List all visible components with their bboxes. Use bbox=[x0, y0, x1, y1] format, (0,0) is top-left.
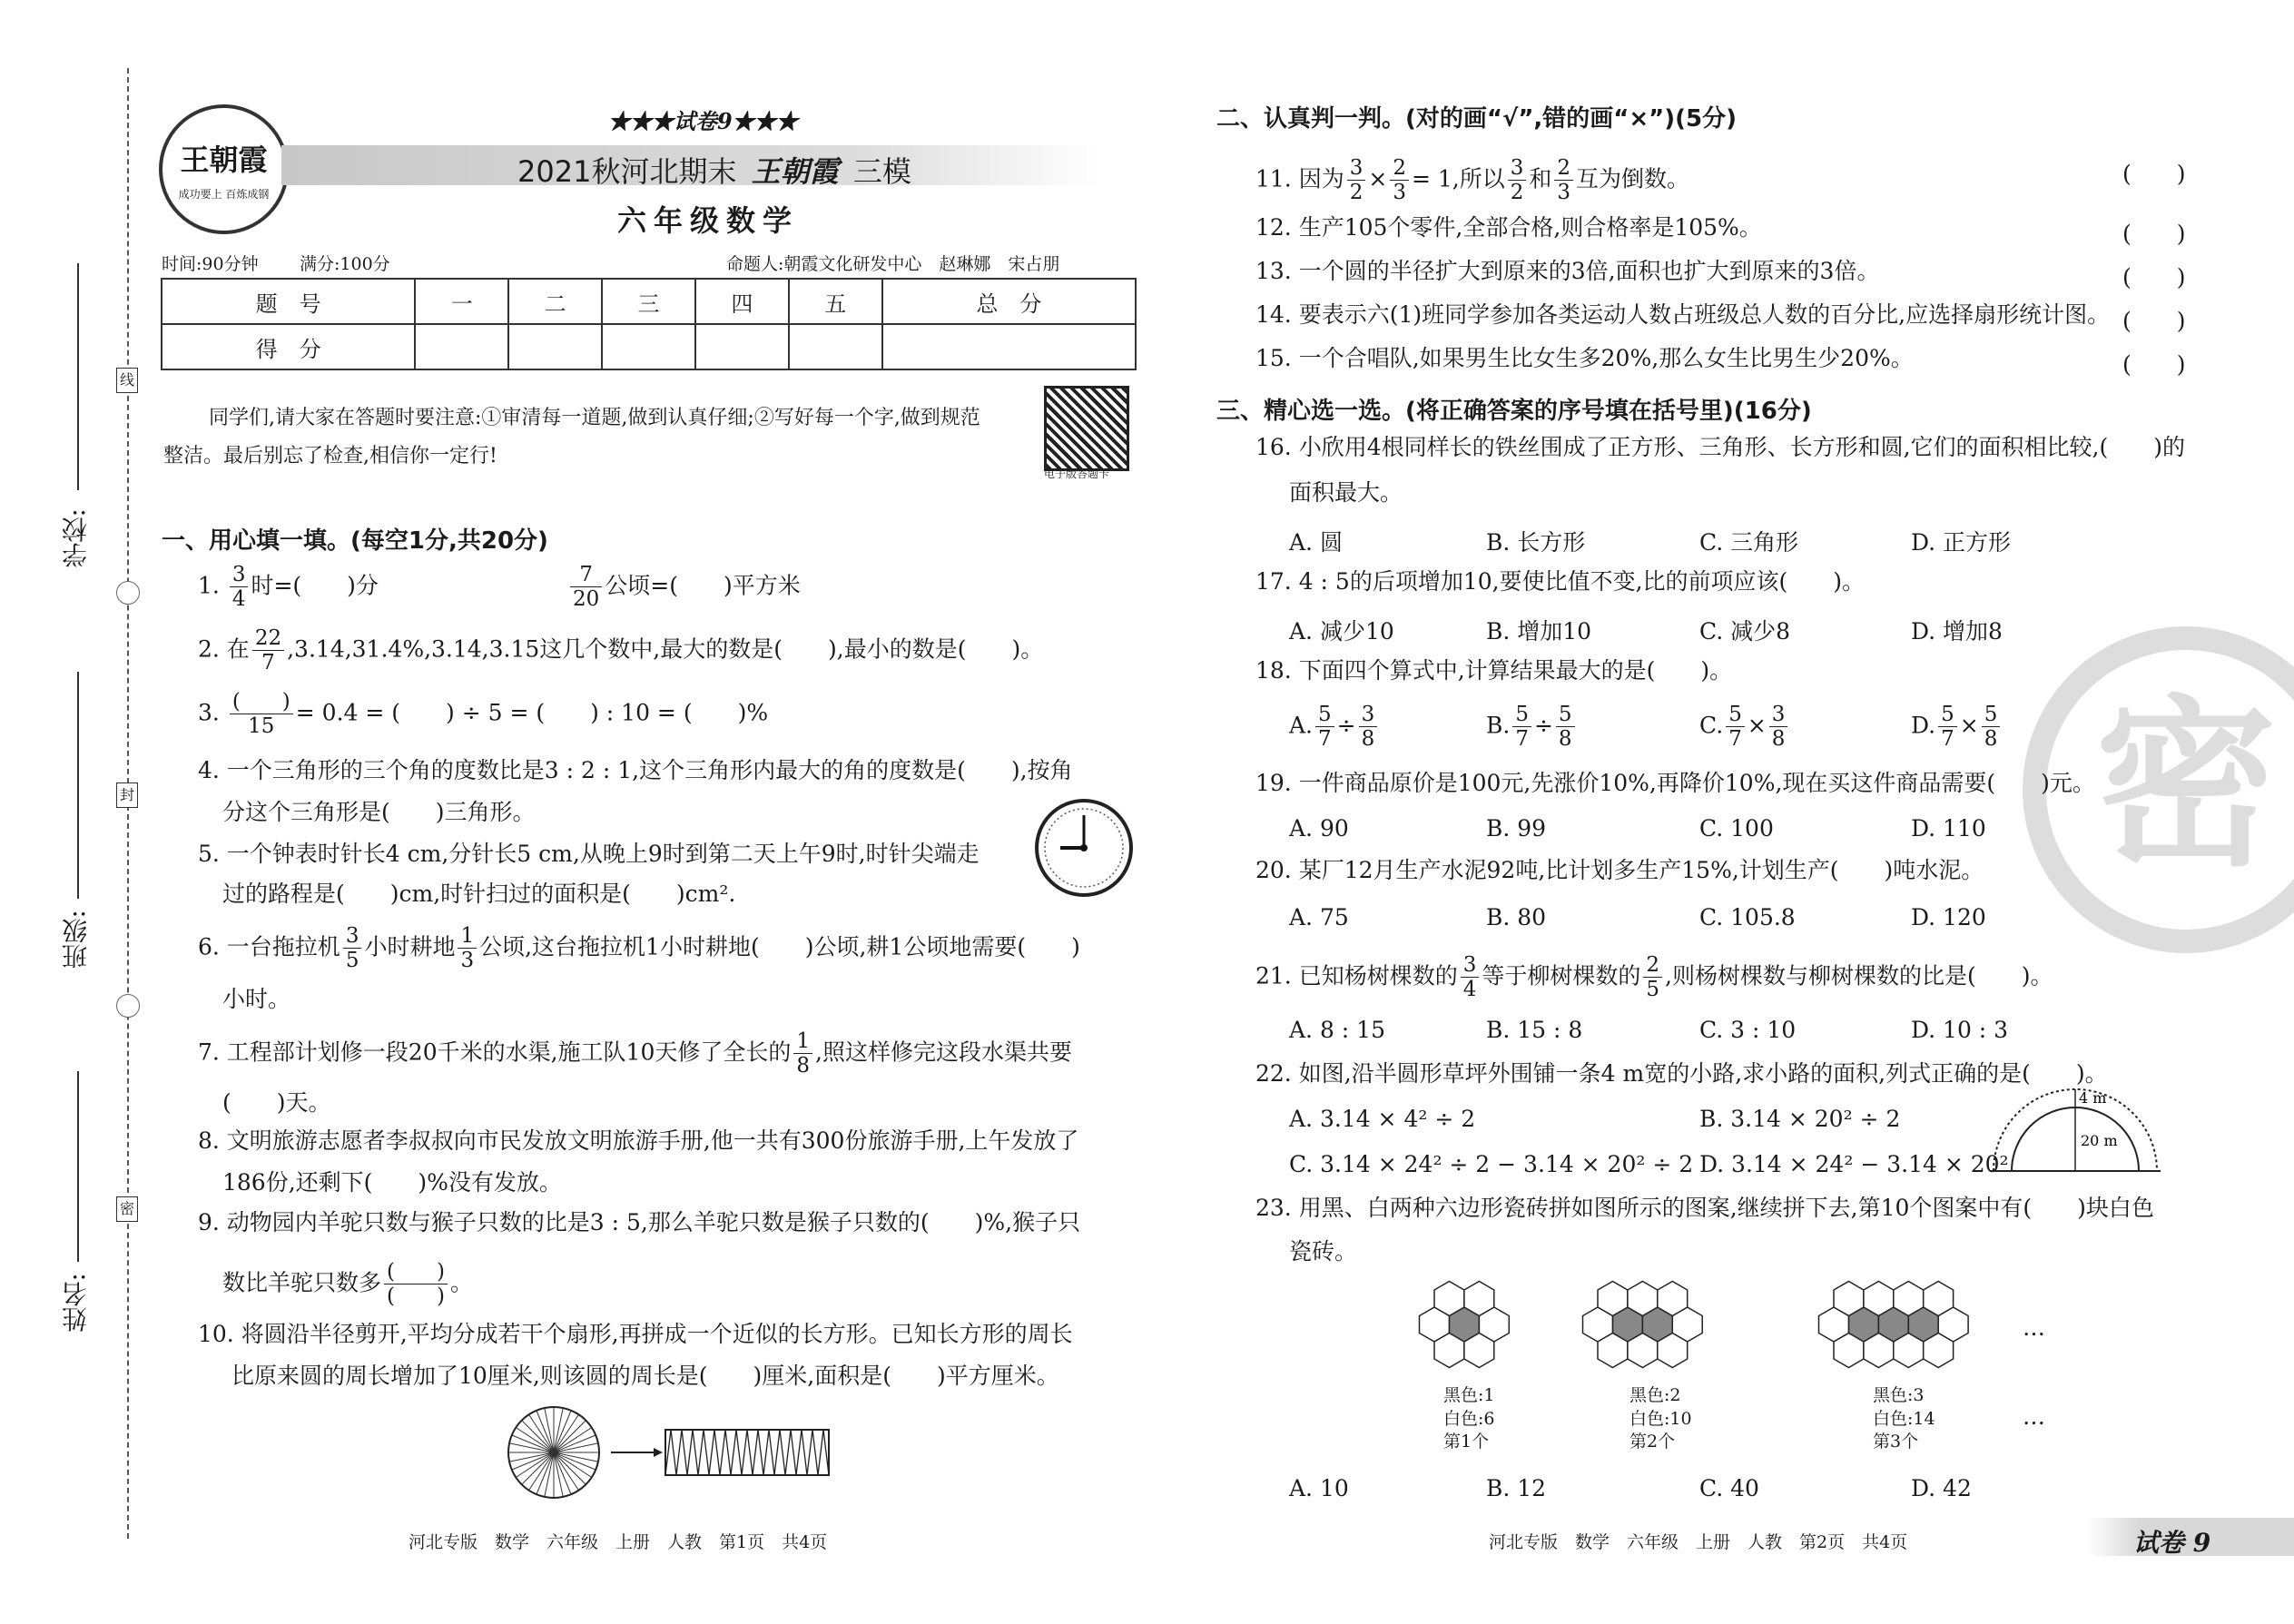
option[interactable]: C. $\frac{5}{7}$ × $\frac{3}{8}$ bbox=[1699, 703, 1790, 752]
q20: 20. 某厂12月生产水泥92吨,比计划多生产15%,计划生产( )吨水泥。 bbox=[1255, 857, 1984, 883]
q15: 15. 一个合唱队,如果男生比女生多20%,那么女生比男生少20%。 bbox=[1255, 345, 1914, 371]
option[interactable]: D. 3.14 × 24² − 3.14 × 20² bbox=[1699, 1151, 2009, 1177]
answer-paren[interactable]: ( ) bbox=[2122, 264, 2186, 290]
binding-seal-label: 封 bbox=[116, 782, 138, 808]
q10-line2: 比原来圆的周长增加了10厘米,则该圆的周长是( )厘米,面积是( )平方厘米。 bbox=[231, 1363, 1059, 1389]
option[interactable]: D. 增加8 bbox=[1911, 618, 2003, 645]
q7-line1: 7. 工程部计划修一段20千米的水渠,施工队10天修了全长的 $\frac{1}{8}$ ,照这样修完这段水渠共要 bbox=[198, 1029, 1072, 1078]
option[interactable]: A. 10 bbox=[1289, 1475, 1349, 1501]
q2: 2. 在 $\frac{22}{7}$ ,3.14,31.4%,3.14̇,3.15这几个数中,最大的数是( ),最小的数是( )。 bbox=[198, 626, 1044, 675]
score-header-cell: 题 号 bbox=[162, 279, 415, 324]
option[interactable]: B. 15 : 8 bbox=[1486, 1017, 1583, 1043]
q16-line2: 面积最大。 bbox=[1289, 479, 1403, 506]
option[interactable]: B. 99 bbox=[1486, 815, 1547, 842]
q5-line2: 过的路程是( )cm,时针扫过的面积是( )cm². bbox=[222, 881, 736, 907]
q1: 1. $\frac{3}{4}$ 时=( )分 bbox=[198, 563, 379, 612]
title-brand: 王朝霞 bbox=[751, 154, 839, 189]
q23-caption-1: 黑色:1 白色:6 第1个 bbox=[1443, 1385, 1495, 1452]
answer-paren[interactable]: ( ) bbox=[2122, 351, 2186, 378]
option[interactable]: B. 3.14 × 20² ÷ 2 bbox=[1699, 1106, 1901, 1132]
option[interactable]: A. 减少10 bbox=[1289, 618, 1394, 645]
q23-line1: 23. 用黑、白两种六边形瓷砖拼如图所示的图案,继续拼下去,第10个图案中有( )块白色 bbox=[1255, 1195, 2154, 1221]
q23-caption-3: 黑色:3 白色:14 第3个 bbox=[1873, 1385, 1935, 1452]
brand-logo bbox=[159, 104, 289, 234]
option[interactable]: A. 75 bbox=[1289, 904, 1349, 930]
score-header-cell: 总 分 bbox=[882, 279, 1136, 324]
score-cell[interactable] bbox=[415, 324, 508, 369]
q12: 12. 生产105个零件,全部合格,则合格率是105%。 bbox=[1255, 214, 1762, 241]
footer-left: 河北专版 数学 六年级 上册 人教 第1页 共4页 bbox=[409, 1532, 828, 1552]
option[interactable]: C. 100 bbox=[1699, 815, 1774, 842]
score-header-cell: 五 bbox=[789, 279, 882, 324]
paper-title bbox=[517, 149, 911, 191]
option[interactable]: A. $\frac{5}{7}$ ÷ $\frac{3}{8}$ bbox=[1289, 703, 1380, 752]
q13: 13. 一个圆的半径扩大到原来的3倍,面积也扩大到原来的3倍。 bbox=[1255, 258, 1880, 284]
score-cell[interactable] bbox=[882, 324, 1136, 369]
q7-line2: ( )天。 bbox=[222, 1089, 331, 1116]
option[interactable]: D. 10 : 3 bbox=[1911, 1017, 2009, 1043]
answer-paren[interactable]: ( ) bbox=[2122, 221, 2186, 247]
class-field[interactable] bbox=[61, 672, 100, 969]
semicircle-path-figure bbox=[1986, 1085, 2168, 1176]
q22: 22. 如图,沿半圆形草坪外围铺一条4 m宽的小路,求小路的面积,列式正确的是( )。 bbox=[1255, 1060, 2108, 1087]
score-table bbox=[161, 278, 1137, 370]
q16-line1: 16. 小欣用4根同样长的铁丝围成了正方形、三角形、长方形和圆,它们的面积相比较,( )的 bbox=[1255, 434, 2186, 460]
exam-full-score: 满分:100分 bbox=[300, 254, 390, 274]
q11: 11. 因为 $\frac{3}{2}$ × $\frac{2}{3}$ = 1,所以 $\frac{3}{2}$ 和 $\frac{2}{3}$ 互为倒数。 bbox=[1255, 156, 1690, 205]
q9-line1: 9. 动物园内羊驼只数与猴子只数的比是3 : 5,那么羊驼只数是猴子只数的( )%,猴子只 bbox=[198, 1209, 1081, 1235]
q3: 3. $\frac{( )}{15}$ = 0.4 = ( ) ÷ 5 = ( ) : 10 = ( )% bbox=[198, 690, 769, 739]
answer-paren[interactable]: ( ) bbox=[2122, 308, 2186, 334]
q14: 14. 要表示六(1)班同学参加各类运动人数占班级总人数的百分比,应选择扇形统计图。 bbox=[1255, 301, 2111, 328]
score-header-cell: 二 bbox=[508, 279, 602, 324]
hexagon-pattern-figure bbox=[1416, 1275, 2052, 1375]
option[interactable]: A. 圆 bbox=[1289, 529, 1343, 556]
notice-line2: 整洁。最后别忘了检查,相信你一定行! bbox=[163, 445, 497, 468]
option[interactable]: D. 110 bbox=[1911, 815, 1986, 842]
qr-code-icon[interactable] bbox=[1044, 386, 1129, 471]
option[interactable]: C. 40 bbox=[1699, 1475, 1759, 1501]
name-field[interactable] bbox=[61, 1071, 100, 1343]
q8-line2: 186份,还剩下( )%没有发放。 bbox=[222, 1169, 562, 1196]
school-field[interactable] bbox=[61, 263, 100, 568]
q6-line2: 小时。 bbox=[222, 986, 291, 1012]
q17: 17. 4 : 5的后项增加10,要使比值不变,比的前项应该( )。 bbox=[1255, 568, 1866, 595]
q23-line2: 瓷砖。 bbox=[1289, 1238, 1358, 1265]
brand-logo-text: 王朝霞 bbox=[180, 143, 268, 177]
binding-seal2-label: 密 bbox=[116, 1196, 138, 1222]
option[interactable]: D. 正方形 bbox=[1911, 529, 2012, 556]
figure-label: 20 m bbox=[2081, 1132, 2118, 1149]
binding-line-label: 线 bbox=[116, 368, 138, 393]
q23-caption-2: 黑色:2 白色:10 第2个 bbox=[1629, 1385, 1692, 1452]
exam-time: 时间:90分钟 bbox=[162, 254, 259, 274]
circle-to-rectangle-figure bbox=[504, 1403, 858, 1502]
option[interactable]: D. $\frac{5}{7}$ × $\frac{5}{8}$ bbox=[1911, 703, 2003, 752]
section1-title: 一、用心填一填。(每空1分,共20分) bbox=[162, 527, 548, 555]
q4-line1: 4. 一个三角形的三个角的度数比是3 : 2 : 1,这个三角形内最大的角的度数是( ),按角 bbox=[198, 757, 1073, 783]
q10-line1: 10. 将圆沿半径剪开,平均分成若干个扇形,再拼成一个近似的长方形。已知长方形的周长 bbox=[198, 1321, 1073, 1347]
brand-slogan: 成功要上 百炼成钢 bbox=[178, 188, 270, 201]
option[interactable]: C. 三角形 bbox=[1699, 529, 1799, 556]
paper-badge: 试卷 9 bbox=[2133, 1528, 2211, 1558]
option[interactable]: B. 12 bbox=[1486, 1475, 1547, 1501]
score-header-cell: 三 bbox=[602, 279, 695, 324]
seal-watermark: 密 bbox=[2023, 626, 2294, 953]
binding-hole-icon bbox=[116, 994, 140, 1018]
q6-line1: 6. 一台拖拉机 $\frac{3}{5}$ 小时耕地 $\frac{1}{3}$ 公顷,这台拖拉机1小时耕地( )公顷,耕1公顷地需要( ) bbox=[198, 924, 1080, 973]
footer-right: 河北专版 数学 六年级 上册 人教 第2页 共4页 bbox=[1489, 1532, 1908, 1552]
option[interactable]: D. 120 bbox=[1911, 904, 1986, 930]
option[interactable]: B. 长方形 bbox=[1486, 529, 1586, 556]
title-right: 三模 bbox=[852, 154, 911, 189]
title-left: 2021秋河北期末 bbox=[517, 154, 737, 189]
option[interactable]: B. $\frac{5}{7}$ ÷ $\frac{5}{8}$ bbox=[1486, 703, 1578, 752]
score-header-cell: 四 bbox=[695, 279, 789, 324]
paper-number: ★★★试卷9★★★ bbox=[608, 108, 798, 134]
school-label: 学校: bbox=[61, 508, 91, 568]
sector-circle-icon bbox=[508, 1407, 599, 1498]
exam-authors: 命题人:朝霞文化研发中心 赵琳娜 宋占朋 bbox=[726, 254, 1060, 274]
option[interactable]: C. 减少8 bbox=[1699, 618, 1791, 645]
figure-label: 4 m bbox=[2079, 1089, 2107, 1107]
option[interactable]: A. 90 bbox=[1289, 815, 1349, 842]
option[interactable]: A. 8 : 15 bbox=[1289, 1017, 1385, 1043]
score-cell[interactable] bbox=[602, 324, 695, 369]
score-cell[interactable] bbox=[508, 324, 602, 369]
clock-icon bbox=[1033, 797, 1135, 899]
option[interactable]: C. 105.8 bbox=[1699, 904, 1796, 930]
q21: 21. 已知杨树棵数的 $\frac{3}{4}$ 等于柳树棵数的 $\frac{2}{5}$ ,则杨树棵数与柳树棵数的比是( )。 bbox=[1255, 953, 2053, 1002]
ellipsis: … bbox=[2023, 1403, 2045, 1430]
score-row-label: 得 分 bbox=[162, 324, 415, 369]
qr-caption: 电子版答题卡 bbox=[1044, 468, 1110, 480]
section3-title: 三、精心选一选。(将正确答案的序号填在括号里)(16分) bbox=[1216, 398, 1812, 425]
q18: 18. 下面四个算式中,计算结果最大的是( )。 bbox=[1255, 657, 1733, 684]
subject-title: 六年级数学 bbox=[617, 203, 800, 238]
score-header-cell: 一 bbox=[415, 279, 508, 324]
option[interactable]: B. 80 bbox=[1486, 904, 1547, 930]
name-label: 姓名: bbox=[61, 1273, 91, 1333]
score-cell[interactable] bbox=[695, 324, 789, 369]
q5-line1: 5. 一个钟表时针长4 cm,分针长5 cm,从晚上9时到第二天上午9时,时针尖端走 bbox=[198, 841, 980, 867]
ellipsis: … bbox=[2023, 1314, 2045, 1341]
section2-title: 二、认真判一判。(对的画“√”,错的画“×”)(5分) bbox=[1216, 105, 1737, 133]
option[interactable]: B. 增加10 bbox=[1486, 618, 1592, 645]
q19: 19. 一件商品原价是100元,先涨价10%,再降价10%,现在买这件商品需要( )元。 bbox=[1255, 770, 2095, 796]
q1b: $\frac{7}{20}$ 公顷=( )平方米 bbox=[567, 563, 801, 612]
option[interactable]: C. 3.14 × 24² ÷ 2 − 3.14 × 20² ÷ 2 bbox=[1289, 1151, 1694, 1177]
binding-hole-icon bbox=[116, 581, 140, 605]
answer-paren[interactable]: ( ) bbox=[2122, 161, 2186, 187]
option[interactable]: D. 42 bbox=[1911, 1475, 1972, 1501]
option[interactable]: A. 3.14 × 4² ÷ 2 bbox=[1289, 1106, 1476, 1132]
notice-line1: 同学们,请大家在答题时要注意:①审清每一道题,做到认真仔细;②写好每一个字,做到规范 bbox=[209, 407, 980, 429]
q8-line1: 8. 文明旅游志愿者李叔叔向市民发放文明旅游手册,他一共有300份旅游手册,上午发放了 bbox=[198, 1127, 1079, 1154]
q4-line2: 分这个三角形是( )三角形。 bbox=[222, 799, 536, 825]
q9-line2: 数比羊驼只数多 $\frac{( )}{( )}$ 。 bbox=[222, 1260, 473, 1309]
zigzag-rectangle-icon bbox=[665, 1430, 829, 1475]
option[interactable]: C. 3 : 10 bbox=[1699, 1017, 1797, 1043]
score-cell[interactable] bbox=[789, 324, 882, 369]
class-label: 班级: bbox=[61, 910, 91, 969]
